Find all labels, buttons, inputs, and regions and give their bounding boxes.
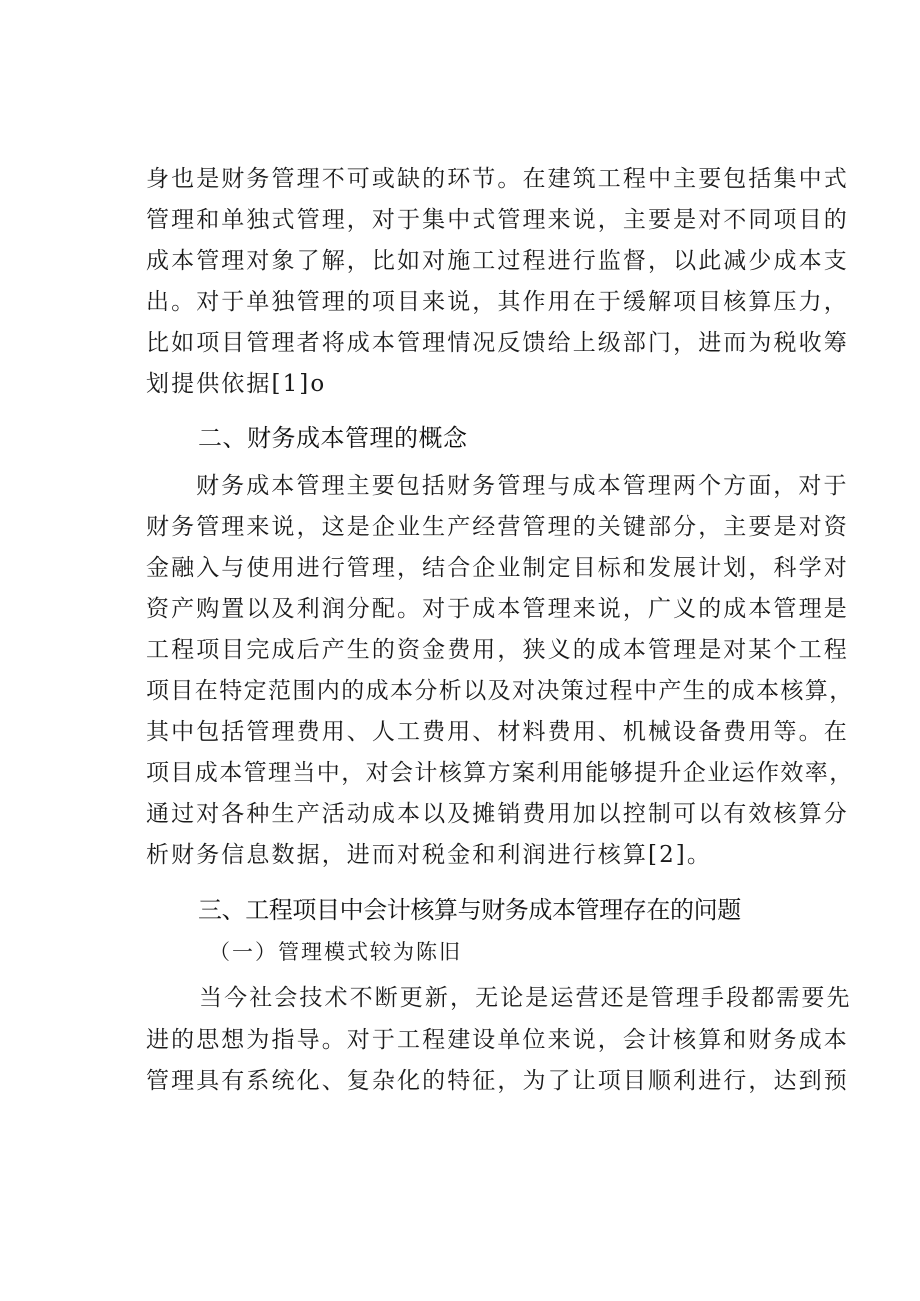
text-line: 进的思想为指导。对于工程建设单位来说，会计核算和财务成本 bbox=[146, 1027, 849, 1053]
text-line: 成本管理对象了解，比如对施工过程进行监督，以此减少成本支 bbox=[146, 248, 849, 274]
text-line: 管理和单独式管理，对于集中式管理来说，主要是对不同项目的 bbox=[146, 207, 849, 233]
text-line: 身也是财务管理不可或缺的环节。在建筑工程中主要包括集中式 bbox=[146, 166, 849, 192]
text-line: 出。对于单独管理的项目来说，其作用在于缓解项目核算压力， bbox=[146, 289, 849, 315]
text-line: 金融入与使用进行管理，结合企业制定目标和发展计划，科学对 bbox=[146, 555, 849, 581]
text-line: 划提供依据[1]o bbox=[146, 371, 327, 397]
text-line: 其中包括管理费用、人工费用、材料费用、机械设备费用等。在 bbox=[146, 719, 849, 745]
text-line: 比如项目管理者将成本管理情况反馈给上级部门，进而为税收筹 bbox=[146, 330, 849, 356]
text-line: 项目成本管理当中，对会计核算方案利用能够提升企业运作效率， bbox=[146, 760, 854, 786]
text-line: 当今社会技术不断更新，无论是运营还是管理手段都需要先 bbox=[199, 985, 852, 1011]
text-line: 财务成本管理主要包括财务管理与成本管理两个方面，对于 bbox=[196, 473, 849, 499]
text-line: 项目在特定范围内的成本分析以及对决策过程中产生的成本核算， bbox=[146, 678, 854, 704]
text-line: 管理具有系统化、复杂化的特征，为了让项目顺利进行，达到预 bbox=[146, 1068, 849, 1094]
text-line: 工程项目完成后产生的资金费用，狭义的成本管理是对某个工程 bbox=[146, 637, 849, 663]
text-line: 资产购置以及利润分配。对于成本管理来说，广义的成本管理是 bbox=[146, 596, 849, 622]
section-heading-3: 三、工程项目中会计核算与财务成本管理存在的问题 bbox=[198, 896, 741, 924]
subsection-heading-1: （一）管理模式较为陈旧 bbox=[209, 940, 462, 964]
text-line: 通过对各种生产活动成本以及摊销费用加以控制可以有效核算分 bbox=[146, 801, 849, 827]
text-line: 析财务信息数据，进而对税金和利润进行核算[2]。 bbox=[146, 842, 712, 868]
section-heading-2: 二、财务成本管理的概念 bbox=[198, 424, 468, 452]
text-line: 财务管理来说，这是企业生产经营管理的关键部分，主要是对资 bbox=[146, 514, 849, 540]
